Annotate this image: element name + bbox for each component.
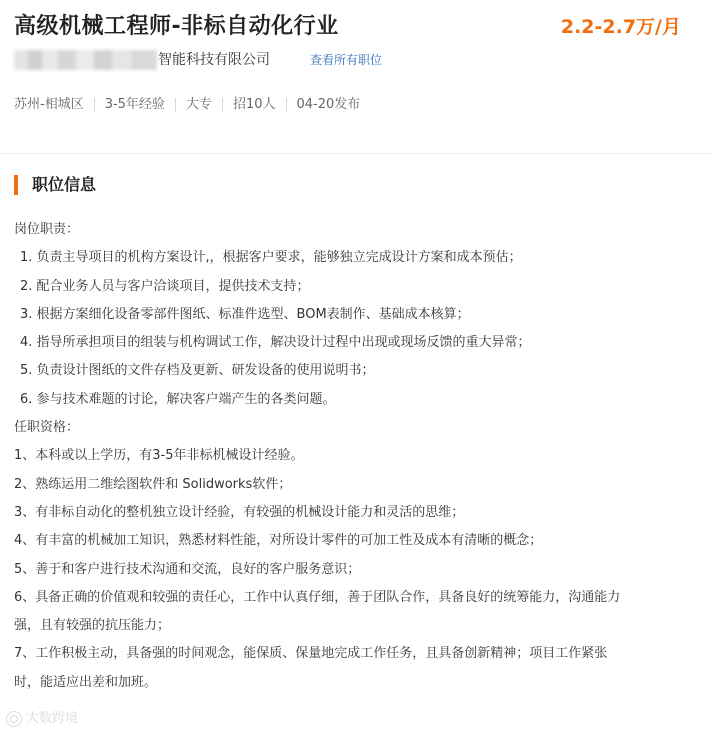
watermark-logo-icon [6,711,22,727]
meta-divider [286,98,287,112]
section-accent-bar [14,175,18,195]
duty-item: 2. 配合业务人员与客户洽谈项目，提供技术支持； [20,278,310,294]
requirement-item-continued: 时，能适应出差和加班。 [14,674,158,690]
meta-divider [175,98,176,112]
meta-posted-date: 04-20发布 [296,97,361,112]
meta-experience: 3-5年经验 [104,97,165,112]
duty-item: 6. 参与技术难题的讨论，解决客户端产生的各类问题。 [20,391,336,407]
requirement-item: 3、有非标自动化的整机独立设计经验，有较强的机械设计能力和灵活的思维； [14,504,465,520]
meta-education: 大专 [185,97,212,112]
duty-item: 3. 根据方案细化设备零部件图纸、标准件选型、BOM表制作、基础成本核算； [20,306,470,322]
requirements-heading: 任职资格： [14,420,80,436]
duties-heading: 岗位职责： [14,222,80,237]
duty-item: 1. 负责主导项目的机构方案设计,，根据客户要求，能够独立完成设计方案和成本预估； [20,250,522,266]
meta-headcount: 招10人 [232,97,276,112]
job-description [14,216,694,697]
duty-item: 4. 指导所承担项目的组装与机构调试工作，解决设计过程中出现或现场反馈的重大异常； [20,335,531,351]
section-title: 职位信息 [32,175,97,194]
meta-divider [222,98,223,112]
watermark-text: 大数跨境 [26,711,79,726]
company-name[interactable]: 智能科技有限公司 [158,52,270,68]
requirement-item-continued: 强，且有较强的抗压能力； [14,618,171,634]
requirement-item: 6、具备正确的价值观和较强的责任心，工作中认真仔细，善于团队合作，具备良好的统筹能力，沟通能力 [14,589,621,605]
view-all-jobs-link[interactable]: 查看所有职位 [310,53,383,67]
duty-item: 5. 负责设计图纸的文件存档及更新、研发设备的使用说明书； [20,363,375,379]
salary-range: 2.2-2.7万/月 [560,16,681,38]
company-row [14,49,382,71]
requirement-item: 7、工作积极主动，具备强的时间观念，能保质、保量地完成工作任务，且具备创新精神；项目工作紧张 [14,646,608,662]
section-header [14,174,96,196]
watermark [6,710,78,728]
meta-divider [94,98,95,112]
requirement-item: 1、本科或以上学历，有3-5年非标机械设计经验。 [14,448,304,464]
job-title: 高级机械工程师-非标自动化行业 [14,14,339,39]
requirement-item: 5、善于和客户进行技术沟通和交流，良好的客户服务意识； [14,561,361,577]
requirement-item: 2、熟练运用二维绘图软件和 Solidworks软件； [14,476,292,492]
requirement-item: 4、有丰富的机械加工知识，熟悉材料性能，对所设计零件的可加工性及成本有清晰的概念； [14,533,543,549]
header-divider [0,153,713,154]
meta-location: 苏州-相城区 [14,97,84,112]
blurred-company-prefix [14,50,157,70]
job-meta-row [14,94,360,116]
